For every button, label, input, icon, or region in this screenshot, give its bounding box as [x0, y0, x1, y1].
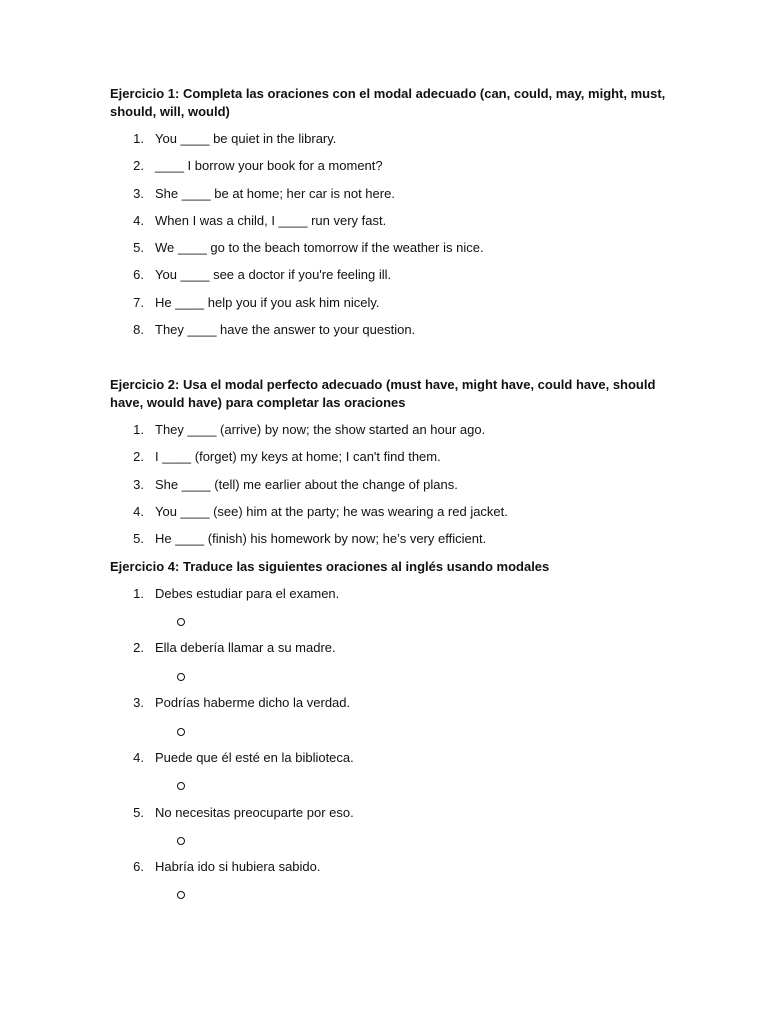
- answer-bullet-icon: [177, 891, 185, 899]
- exercise-1-item: [120, 185, 720, 203]
- item-text: You ____ (see) him at the party; he was wearing a red jacket.: [155, 504, 508, 519]
- answer-bullet-icon: [177, 837, 185, 845]
- item-text: You ____ see a doctor if you're feeling ill.: [155, 267, 392, 282]
- item-number: 8.: [133, 322, 144, 337]
- item-text: I ____ (forget) my keys at home; I can't find them.: [155, 449, 441, 464]
- exercise-1-item: [120, 157, 720, 175]
- exercise-2-heading: Ejercicio 2: Usa el modal perfecto adecuado (must have, might have, could have, should have, would have) para completar las oraciones: [110, 377, 656, 410]
- answer-bullet-icon: [177, 618, 185, 626]
- item-number: 5.: [133, 531, 144, 546]
- exercise-4-item: [120, 749, 720, 767]
- item-number: 6.: [133, 859, 144, 874]
- item-number: 1.: [133, 422, 144, 437]
- item-text: Habría ido si hubiera sabido.: [155, 859, 321, 874]
- item-number: 1.: [133, 586, 144, 601]
- exercise-4-heading: Ejercicio 4: Traduce las siguientes oraciones al inglés usando modales: [110, 559, 550, 574]
- answer-bullet-icon: [177, 728, 185, 736]
- answer-bullet-icon: [177, 782, 185, 790]
- item-number: 5.: [133, 805, 144, 820]
- exercise-1-item: [120, 321, 720, 339]
- exercise-2-item: [120, 448, 720, 466]
- exercise-1-item: [120, 266, 720, 284]
- exercise-2-item: [120, 503, 720, 521]
- exercise-4-item: [120, 804, 720, 822]
- item-number: 3.: [133, 477, 144, 492]
- item-text: ____ I borrow your book for a moment?: [155, 158, 383, 173]
- answer-bullet-icon: [177, 673, 185, 681]
- item-text: She ____ (tell) me earlier about the change of plans.: [155, 477, 458, 492]
- exercise-4-item: [120, 694, 720, 712]
- item-text: She ____ be at home; her car is not here.: [155, 186, 395, 201]
- item-text: He ____ help you if you ask him nicely.: [155, 295, 380, 310]
- item-text: Podrías haberme dicho la verdad.: [155, 695, 351, 710]
- item-number: 4.: [133, 750, 144, 765]
- item-number: 3.: [133, 695, 144, 710]
- exercise-1-item: [120, 239, 720, 257]
- exercise-4-item: [120, 639, 720, 657]
- exercise-2-item: [120, 476, 720, 494]
- item-text: When I was a child, I ____ run very fast.: [155, 213, 387, 228]
- item-text: He ____ (finish) his homework by now; he’s very efficient.: [155, 531, 487, 546]
- item-text: Puede que él esté en la biblioteca.: [155, 750, 354, 765]
- item-text: Ella debería llamar a su madre.: [155, 640, 336, 655]
- item-text: No necesitas preocuparte por eso.: [155, 805, 354, 820]
- item-number: 2.: [133, 640, 144, 655]
- item-text: They ____ have the answer to your question.: [155, 322, 416, 337]
- exercise-4-item: [120, 585, 720, 603]
- item-number: 5.: [133, 240, 144, 255]
- item-number: 3.: [133, 186, 144, 201]
- item-number: 4.: [133, 213, 144, 228]
- exercise-1-item: [120, 294, 720, 312]
- item-number: 1.: [133, 131, 144, 146]
- exercise-2-item: [120, 530, 720, 548]
- item-text: We ____ go to the beach tomorrow if the weather is nice.: [155, 240, 484, 255]
- item-number: 6.: [133, 267, 144, 282]
- item-text: They ____ (arrive) by now; the show started an hour ago.: [155, 422, 486, 437]
- item-number: 4.: [133, 504, 144, 519]
- exercise-1-heading: Ejercicio 1: Completa las oraciones con el modal adecuado (can, could, may, might, must, should, will, would): [110, 86, 666, 119]
- exercise-1-item: [120, 130, 720, 148]
- exercise-4-item: [120, 858, 720, 876]
- item-number: 7.: [133, 295, 144, 310]
- exercise-2-item: [120, 421, 720, 439]
- item-text: You ____ be quiet in the library.: [155, 131, 337, 146]
- exercise-1-item: [120, 212, 720, 230]
- item-text: Debes estudiar para el examen.: [155, 586, 340, 601]
- item-number: 2.: [133, 449, 144, 464]
- item-number: 2.: [133, 158, 144, 173]
